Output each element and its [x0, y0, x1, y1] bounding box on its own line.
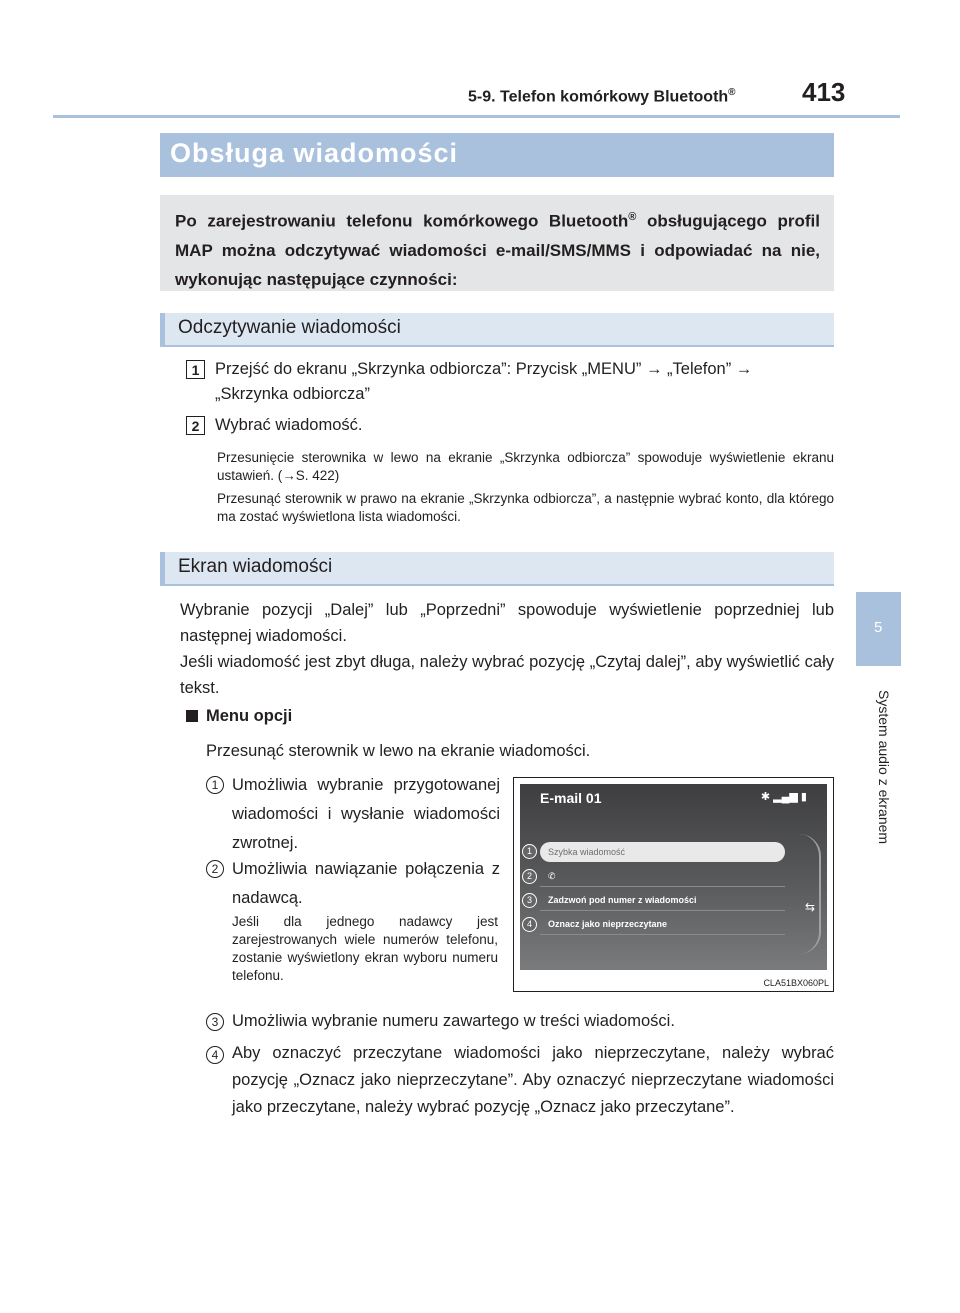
- section-heading-screen: [160, 552, 834, 586]
- screen-badge: 4: [522, 917, 537, 932]
- title-bar: [160, 133, 834, 177]
- paragraph: Wybranie pozycji „Dalej” lub „Poprzedni” spowoduje wyświetlenie poprzedniej lub następnej wiadomości.: [180, 601, 834, 645]
- screen-menu-item: Zadzwoń pod numer z wiadomości: [548, 895, 697, 905]
- callout-text: Umożliwia nawiązanie połączenia z nadawcą.: [232, 860, 500, 907]
- callout-number: 3: [206, 1013, 224, 1031]
- step-number: 1: [186, 360, 205, 379]
- screen-title: E-mail 01: [540, 790, 602, 806]
- square-bullet-icon: [186, 710, 198, 722]
- screen-divider: [540, 886, 785, 887]
- chapter-number: 5: [874, 619, 883, 636]
- paragraph: Przesunąć sterownik w lewo na ekranie wiadomości.: [206, 742, 591, 760]
- scroll-arc: [799, 834, 821, 954]
- step-text-continued: „Skrzynka odbiorcza”: [215, 385, 370, 403]
- paragraph: Jeśli wiadomość jest zbyt długa, należy wybrać pozycję „Czytaj dalej”, aby wyświetlić cały tekst.: [180, 653, 834, 697]
- screen-menu-item: Oznacz jako nieprzeczytane: [548, 919, 668, 929]
- running-header: [468, 87, 736, 106]
- note: Przesunąć sterownik w prawo na ekranie „Skrzynka odbiorcza”, a następnie wybrać konto, dla którego ma zostać wyświetlona lista wiadomości.: [217, 491, 834, 524]
- callout-text: Umożliwia wybranie numeru zawartego w treści wiadomości.: [232, 1012, 675, 1030]
- registered-mark: ®: [728, 87, 736, 98]
- intro-part1: Po zarejestrowaniu telefonu komórkowego Bluetooth: [175, 211, 629, 231]
- screen-badge: 1: [522, 844, 537, 859]
- page-title: Obsługa wiadomości: [170, 138, 459, 168]
- screen-menu-item-call: [540, 866, 785, 886]
- screen-badge: 3: [522, 893, 537, 908]
- image-code: CLA51BX060PL: [763, 978, 829, 988]
- note: Jeśli dla jednego nadawcy jest zarejestrowanych wiele numerów telefonu, zostanie wyświetlony ekran wyboru numeru telefonu.: [232, 914, 498, 983]
- step-text: Przejść do ekranu „Skrzynka odbiorcza”: Przycisk „MENU” → „Telefon” →: [215, 360, 753, 378]
- step-text: Wybrać wiadomość.: [215, 416, 363, 434]
- section-heading-reading: [160, 313, 834, 347]
- section-heading-text: Ekran wiadomości: [178, 556, 333, 577]
- step-number: 2: [186, 416, 205, 435]
- header-divider: [53, 115, 900, 118]
- section-title: 5-9. Telefon komórkowy Bluetooth: [468, 88, 729, 106]
- callout-number: 1: [206, 776, 224, 794]
- status-icons: ✱ ▂▄▆ ▮: [760, 791, 807, 803]
- screen-badge: 2: [522, 869, 537, 884]
- intro-part2: obsługującego profil MAP można odczytywać wiadomości e-mail/SMS/MMS i odpowiadać na nie, wykonując następujące czynności:: [175, 211, 820, 289]
- page-number: 413: [802, 77, 846, 107]
- chapter-label: System audio z ekranem: [876, 690, 892, 845]
- intro-text: [175, 203, 820, 294]
- display-screen: [520, 784, 827, 970]
- subheading: Menu opcji: [206, 707, 293, 725]
- phone-icon: ✆: [548, 871, 556, 881]
- screen-menu-item: Szybka wiadomość: [540, 842, 785, 862]
- callout-number: 4: [206, 1046, 224, 1064]
- screen-divider: [540, 934, 785, 935]
- intro-box: [160, 195, 834, 291]
- back-icon: ⇆: [804, 900, 815, 914]
- screen-image: [513, 777, 834, 992]
- section-heading-text: Odczytywanie wiadomości: [178, 317, 401, 338]
- callout-text: Aby oznaczyć przeczytane wiadomości jako nieprzeczytane, należy wybrać pozycję „Oznacz jako nieprzeczytane”. Aby oznaczyć nieprzeczytane wiadomości jako przeczytane, należy wybrać pozycję „Oznacz jako przeczytane”.: [232, 1044, 834, 1116]
- callout-number: 2: [206, 860, 224, 878]
- callout-text: Umożliwia wybranie przygotowanej wiadomości i wysłanie wiadomości zwrotnej.: [232, 776, 500, 852]
- intro-registered-mark: ®: [628, 211, 637, 223]
- note: Przesunięcie sterownika w lewo na ekranie „Skrzynka odbiorcza” spowoduje wyświetlenie ekranu ustawień. (→S. 422): [217, 450, 834, 483]
- screen-divider: [540, 910, 785, 911]
- chapter-tab: [856, 592, 901, 666]
